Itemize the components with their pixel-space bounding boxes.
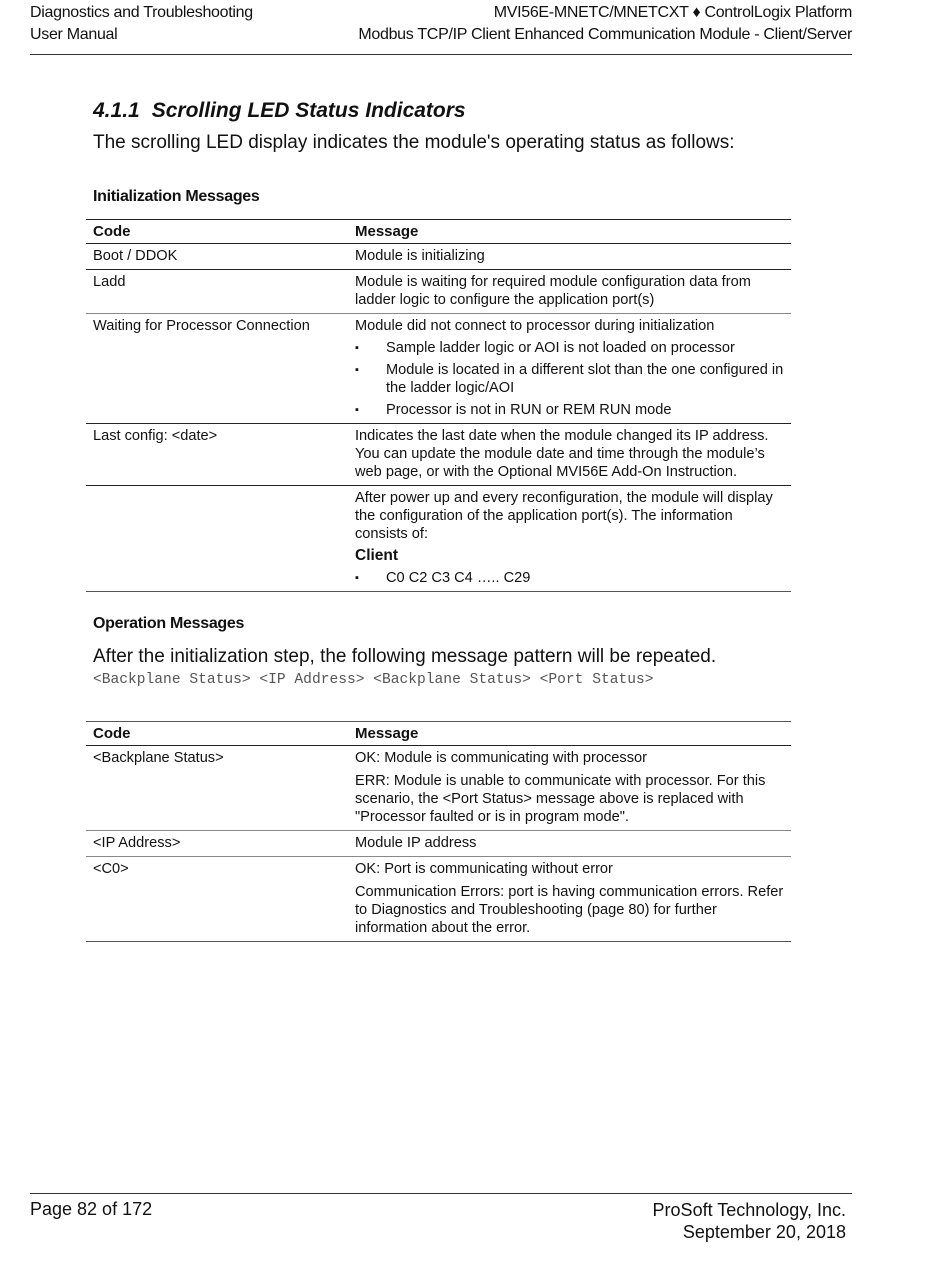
table-row — [86, 270, 791, 314]
list-item: ▪ C0 C2 C3 C4 ….. C29 — [355, 569, 784, 587]
client-label: Client — [355, 547, 399, 564]
header-chapter: Diagnostics and Troubleshooting — [30, 4, 253, 21]
code-cell: Ladd — [86, 270, 348, 314]
message-text: Module did not connect to processor during initialization — [355, 318, 715, 334]
table-row — [86, 486, 791, 592]
message-text: Communication Errors: port is having communication errors. Refer to Diagnostics and Troubleshooting (page 80) for further information about the error. — [355, 884, 784, 936]
ops-col-code: Code — [86, 722, 348, 746]
header-manual: User Manual — [30, 26, 118, 43]
header-product: MVI56E-MNETC/MNETCXT ♦ ControlLogix Platform — [493, 4, 852, 21]
code-cell: <C0> — [86, 857, 348, 942]
message-cell — [348, 314, 791, 424]
page-footer — [30, 1193, 852, 1242]
section-title-text: Scrolling LED Status Indicators — [151, 99, 466, 122]
section-title — [93, 96, 791, 126]
section-number: 4.1.1 — [93, 99, 140, 122]
footer-date: September 20, 2018 — [682, 1222, 846, 1242]
table-row — [86, 424, 791, 486]
header-module: Modbus TCP/IP Client Enhanced Communication Module - Client/Server — [358, 26, 852, 43]
table-row — [86, 314, 791, 424]
code-cell: <Backplane Status> — [86, 746, 348, 831]
message-cell: Module is waiting for required module configuration data from ladder logic to configure the application port(s) — [348, 270, 791, 314]
message-cell: Module IP address — [348, 831, 791, 857]
page-number: Page 82 of 172 — [30, 1199, 153, 1219]
code-cell: <IP Address> — [86, 831, 348, 857]
ops-intro: After the initialization step, the following message pattern will be repeated. — [93, 646, 717, 667]
ops-col-message: Message — [348, 722, 791, 746]
list-item: ▪ Module is located in a different slot than the one configured in the ladder logic/AOI — [355, 361, 784, 397]
message-cell — [348, 746, 791, 831]
init-col-code: Code — [86, 220, 348, 244]
message-cell: Module is initializing — [348, 244, 791, 270]
page-header — [30, 0, 852, 55]
footer-right — [653, 1199, 846, 1243]
message-text: ERR: Module is unable to communicate with processor. For this scenario, the <Port Status> message above is replaced with "Processor faulted or is in program mode". — [355, 773, 766, 825]
init-table — [86, 219, 791, 592]
section-intro: The scrolling LED display indicates the module's operating status as follows: — [93, 132, 735, 153]
code-cell: Boot / DDOK — [86, 244, 348, 270]
init-table-header — [86, 220, 791, 244]
message-cell: Indicates the last date when the module changed its IP address. You can update the module date and time through the module’s web page, or with the Optional MVI56E Add-On Instruction. — [348, 424, 791, 486]
message-text: After power up and every reconfiguration, the module will display the configuration of the application port(s). The information consists of: — [355, 490, 773, 542]
code-cell: Last config: <date> — [86, 424, 348, 486]
list-item: ▪ Processor is not in RUN or REM RUN mode — [355, 401, 784, 419]
message-cell — [348, 857, 791, 942]
table-row — [86, 857, 791, 942]
page-content — [93, 96, 791, 942]
header-right — [358, 2, 852, 46]
ops-table-header — [86, 722, 791, 746]
table-row — [86, 244, 791, 270]
code-cell — [86, 486, 348, 592]
message-cell — [348, 486, 791, 592]
ops-table — [86, 721, 791, 942]
init-heading: Initialization Messages — [93, 188, 260, 205]
list-item: ▪ Sample ladder logic or AOI is not loaded on processor — [355, 339, 784, 357]
message-text: OK: Module is communicating with processor — [355, 750, 647, 766]
code-cell: Waiting for Processor Connection — [86, 314, 348, 424]
bullet-list — [355, 569, 784, 587]
init-col-message: Message — [348, 220, 791, 244]
bullet-list — [355, 339, 784, 419]
table-row — [86, 831, 791, 857]
ops-heading: Operation Messages — [93, 615, 245, 632]
header-left — [30, 2, 253, 46]
message-text: OK: Port is communicating without error — [355, 861, 613, 877]
footer-company: ProSoft Technology, Inc. — [652, 1200, 846, 1220]
message-pattern: <Backplane Status> <IP Address> <Backplane Status> <Port Status> — [93, 672, 654, 688]
table-row — [86, 746, 791, 831]
